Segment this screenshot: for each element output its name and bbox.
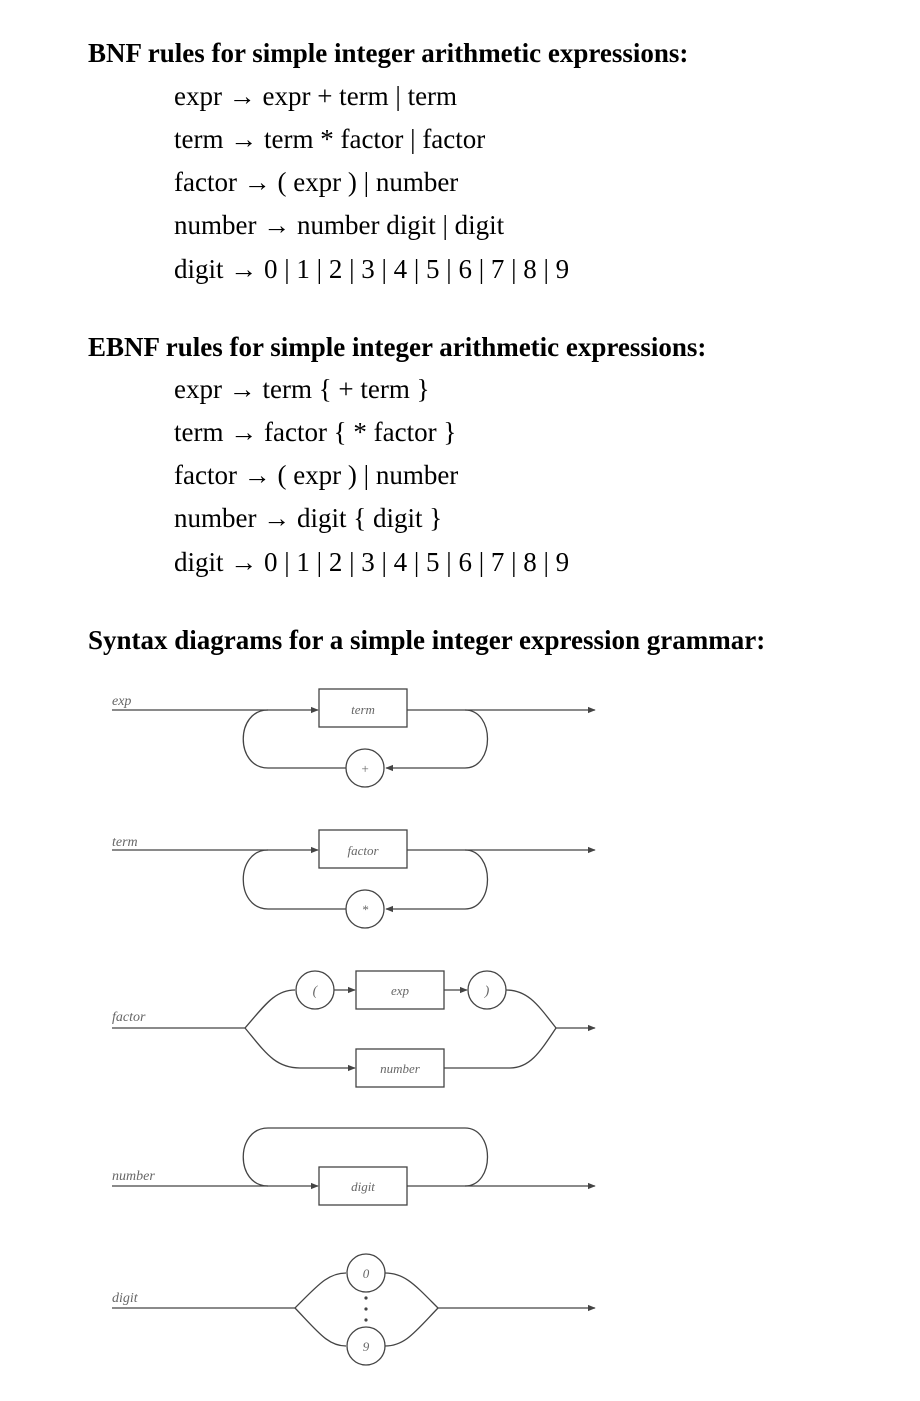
- exp-diagram-label: exp: [112, 694, 132, 709]
- term-factor-label: factor: [347, 843, 379, 858]
- digit-zero-label: 0: [362, 1266, 370, 1281]
- bnf-rule-term: term → term * factor | factor: [174, 124, 486, 154]
- term-diagram-label: term: [112, 835, 138, 850]
- ebnf-rule-digit: digit → 0 | 1 | 2 | 3 | 4 | 5 | 6 | 7 | 8 | 9: [174, 547, 570, 577]
- exp-diagram: [112, 689, 595, 787]
- factor-diagram-label: factor: [112, 1010, 146, 1025]
- syntax-diagrams: [0, 670, 920, 1401]
- ebnf-rule-factor: factor → ( expr ) | number: [174, 460, 459, 490]
- ebnf-rule-expr: expr → term { + term }: [174, 374, 430, 404]
- bnf-rule-number: number → number digit | digit: [174, 210, 505, 240]
- bnf-rule-expr: expr → expr + term | term: [174, 81, 458, 111]
- exp-plus-label: +: [360, 761, 370, 776]
- digit-diagram: [112, 1254, 595, 1365]
- factor-close-paren-label: ): [484, 984, 490, 999]
- term-diagram: [112, 830, 595, 928]
- digit-nine-label: 9: [362, 1339, 370, 1354]
- digit-ellipsis: [364, 1296, 367, 1321]
- ebnf-rule-term: term → factor { * factor }: [174, 417, 457, 447]
- digit-diagram-label: digit: [112, 1291, 138, 1306]
- factor-exp-label: exp: [390, 983, 410, 998]
- factor-number-label: number: [380, 1061, 420, 1076]
- term-star-label: *: [361, 902, 369, 917]
- syntax-heading: Syntax diagrams for a simple integer expression grammar:: [88, 625, 766, 655]
- number-diagram: [112, 1128, 595, 1205]
- ebnf-heading: EBNF rules for simple integer arithmetic expressions:: [88, 332, 707, 362]
- exp-term-label: term: [351, 702, 375, 717]
- number-digit-label: digit: [351, 1179, 375, 1194]
- bnf-rule-digit: digit → 0 | 1 | 2 | 3 | 4 | 5 | 6 | 7 | 8 | 9: [174, 254, 570, 284]
- ebnf-rule-number: number → digit { digit }: [174, 503, 443, 533]
- factor-diagram: [112, 971, 595, 1087]
- number-diagram-label: number: [112, 1169, 155, 1184]
- bnf-heading: BNF rules for simple integer arithmetic expressions:: [88, 38, 689, 68]
- factor-open-paren-label: (: [312, 984, 318, 999]
- bnf-rule-factor: factor → ( expr ) | number: [174, 167, 459, 197]
